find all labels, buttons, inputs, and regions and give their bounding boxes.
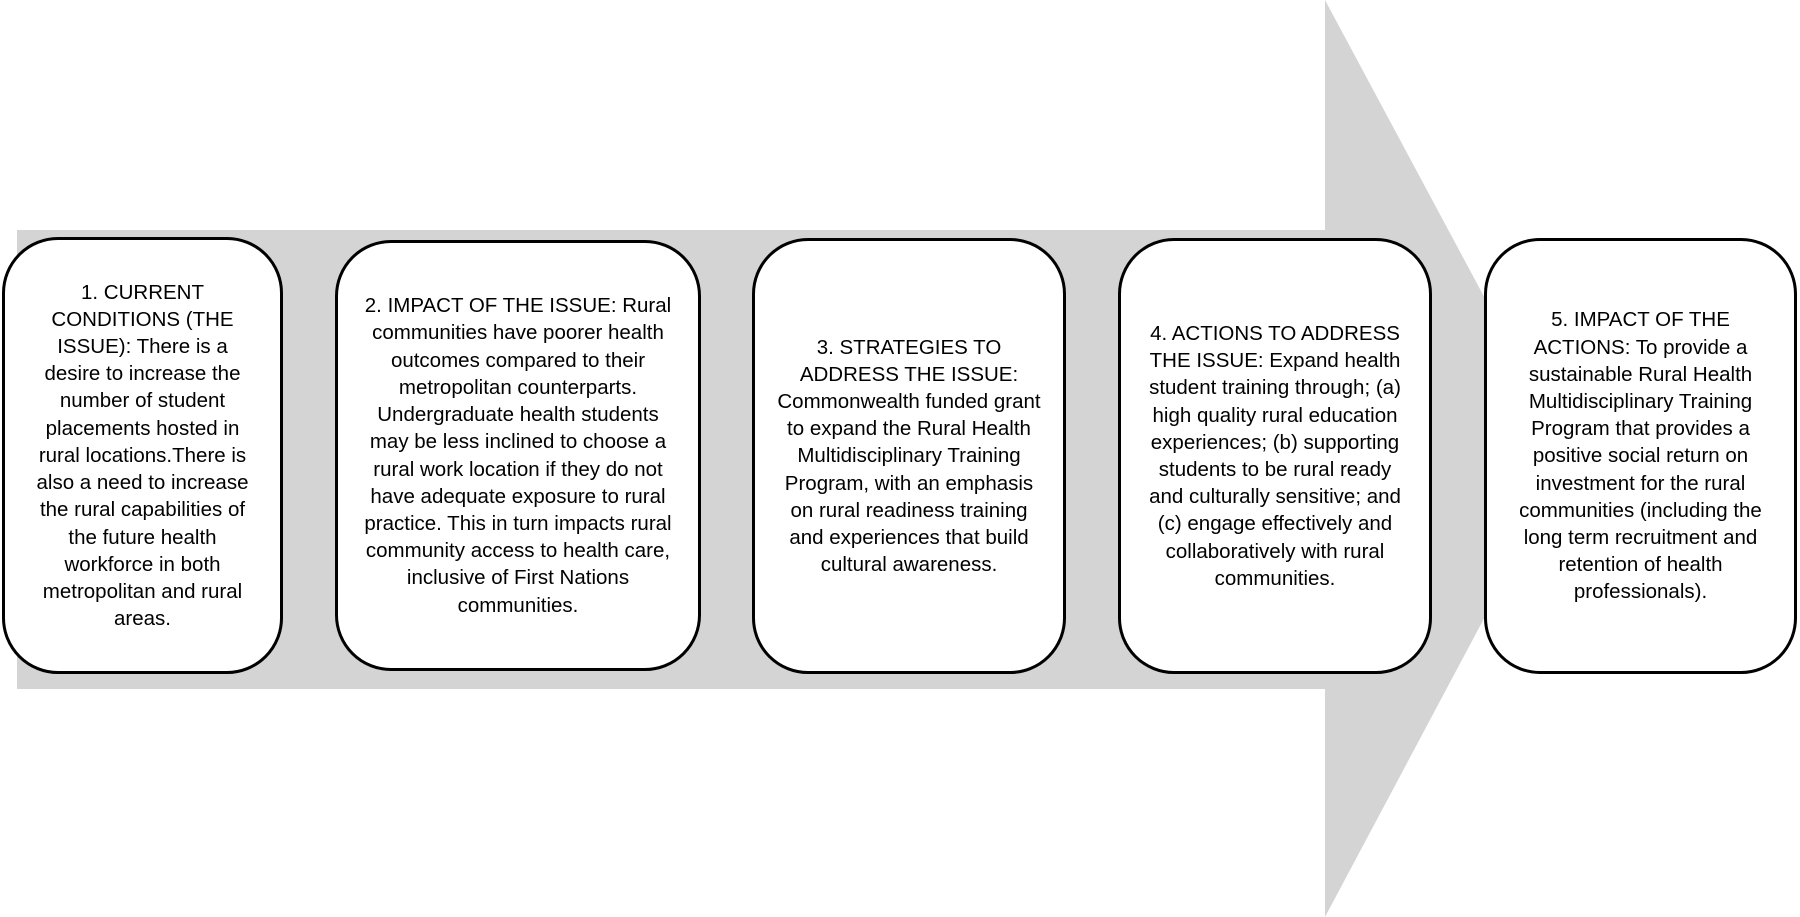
step-1-text: 1. CURRENT CONDITIONS (THE ISSUE): There is a desire to increase the number of student placements hosted in rural locations.There is also a need to increase the rural capabilities of the future health workforce in both metropolitan and rural areas.: [36, 280, 249, 631]
step-4-actions-box: [1118, 238, 1432, 674]
step-3-strategies-box: [752, 238, 1066, 674]
step-5-text: 5. IMPACT OF THE ACTIONS: To provide a sustainable Rural Health Multidisciplinary Training Program that provides a positive social return on investment for the rural communities (including the long term recruitment and retention of health professionals).: [1519, 308, 1762, 604]
step-2-text: 2. IMPACT OF THE ISSUE: Rural communities have poorer health outcomes compared to their metropolitan counterparts. Undergraduate health students may be less inclined to choose a rural work location if they do not have adequate exposure to rural practice. This in turn impacts rural community access to health care, inclusive of First Nations communities.: [364, 294, 672, 617]
step-3-text: 3. STRATEGIES TO ADDRESS THE ISSUE: Commonwealth funded grant to expand the Rural Health Multidisciplinary Training Program, with an emphasis on rural readiness training and experiences that build cultural awareness.: [777, 335, 1041, 577]
step-4-text: 4. ACTIONS TO ADDRESS THE ISSUE: Expand health student training through; (a) high quality rural education experiences; (b) supporting students to be rural ready and culturally sensitive; and (c) engage effectively and collaboratively with rural communities.: [1149, 321, 1401, 590]
step-2-impact-of-issue-box: [335, 240, 701, 671]
step-1-current-conditions-box: [2, 237, 283, 674]
step-5-impact-of-actions-box: [1484, 238, 1797, 674]
